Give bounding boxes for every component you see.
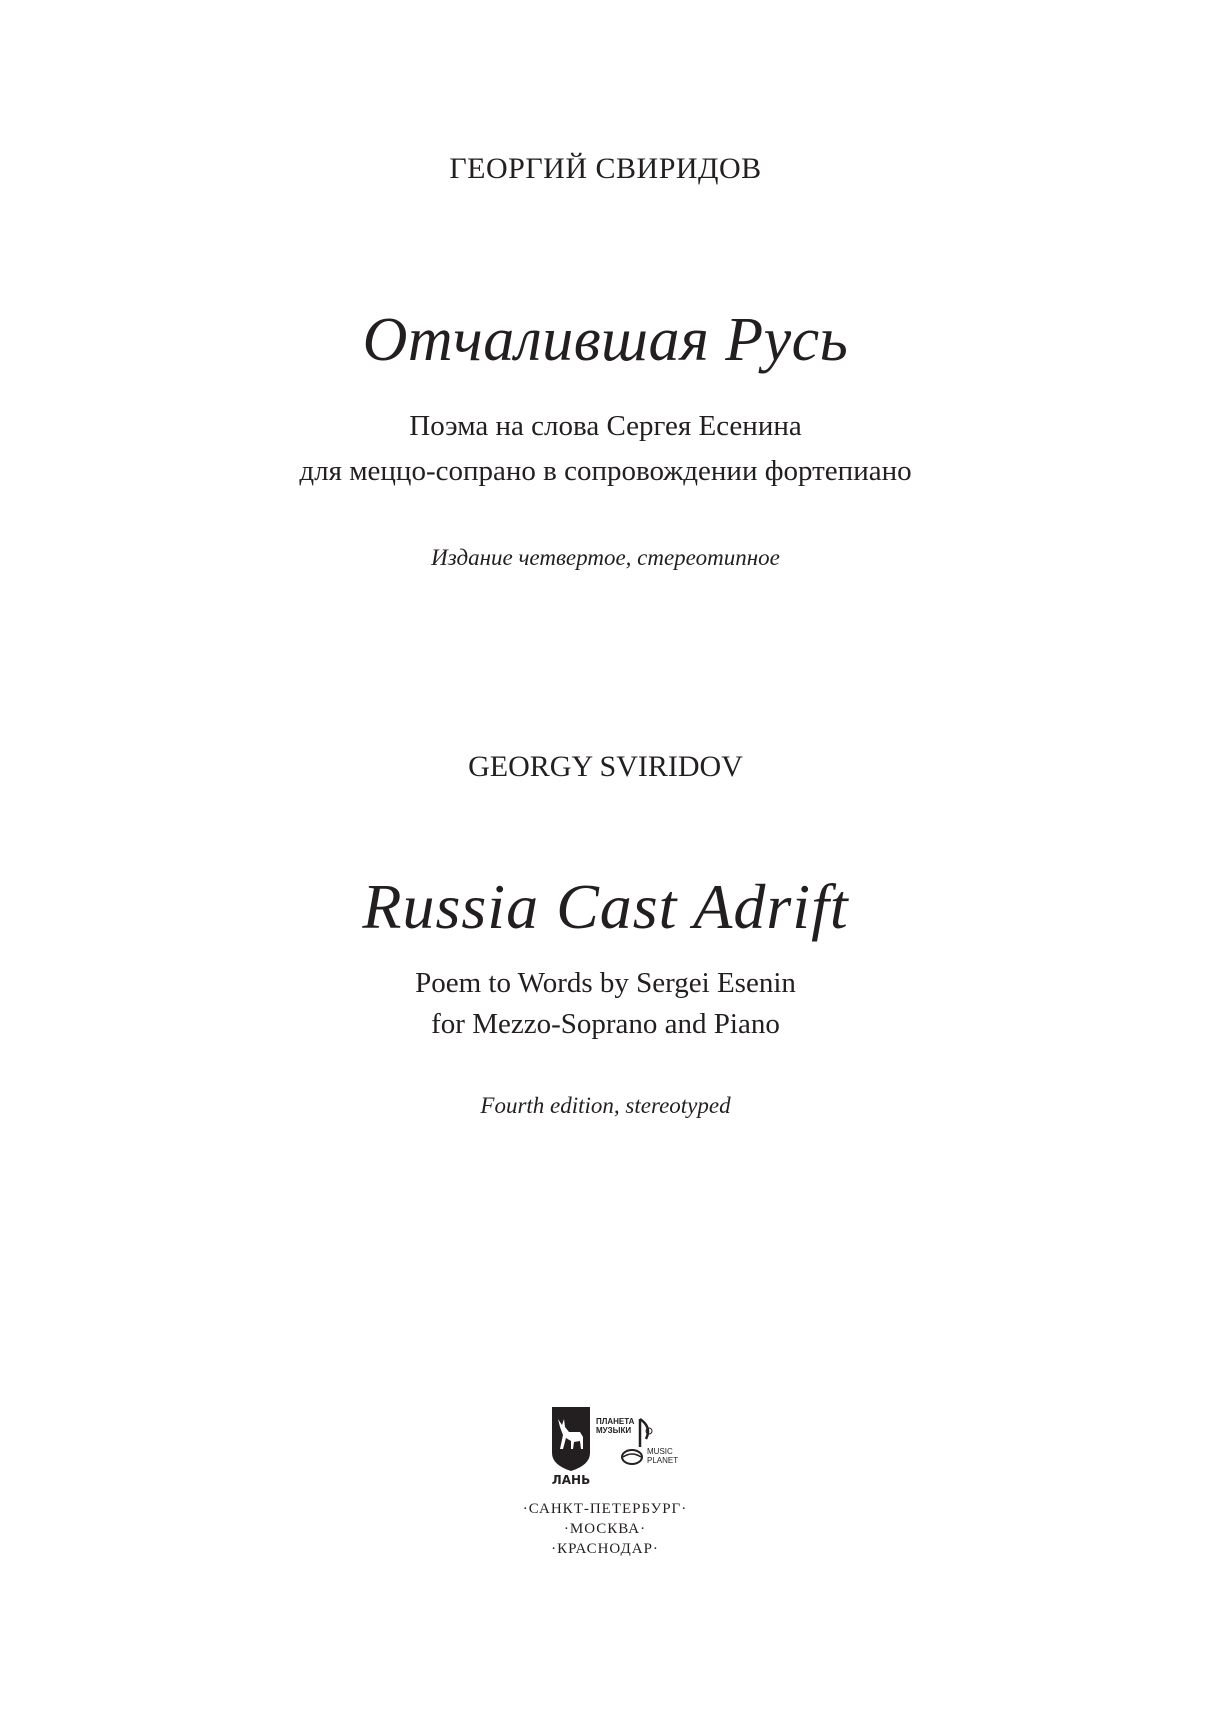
city-saint-petersburg: ·САНКТ-ПЕТЕРБУРГ· xyxy=(522,1501,688,1517)
title-english: Russia Cast Adrift xyxy=(362,871,849,942)
subtitle-english-line-2: for Mezzo-Soprano and Piano xyxy=(431,1008,780,1040)
planet-text-russian: ПЛАНЕТА МУЗЫКИ xyxy=(596,1417,635,1435)
lan-deer-logo xyxy=(550,1405,592,1487)
subtitle-english-line-1: Poem to Words by Sergei Esenin xyxy=(415,967,796,999)
svg-text:ЛАНЬ: ЛАНЬ xyxy=(551,1473,591,1487)
title-russian: Отчалившая Русь xyxy=(362,306,849,374)
city-krasnodar: ·КРАСНОДАР· xyxy=(551,1541,659,1557)
edition-note-english: Fourth edition, stereotyped xyxy=(480,1093,731,1118)
planet-text-english: MUSIC PLANET xyxy=(647,1447,679,1465)
city-moscow: ·МОСКВА· xyxy=(563,1521,647,1537)
author-name-english: GEORGY SVIRIDOV xyxy=(468,750,743,783)
author-name-russian: ГЕОРГИЙ СВИРИДОВ xyxy=(449,152,762,185)
publisher-logo-block xyxy=(500,1405,710,1557)
edition-note-russian: Издание четвертое, стереотипное xyxy=(431,545,780,570)
subtitle-russian-line-1: Поэма на слова Сергея Есенина xyxy=(409,410,802,442)
subtitle-russian-line-2: для меццо-сопрано в сопровождении фортепиано xyxy=(299,455,912,487)
